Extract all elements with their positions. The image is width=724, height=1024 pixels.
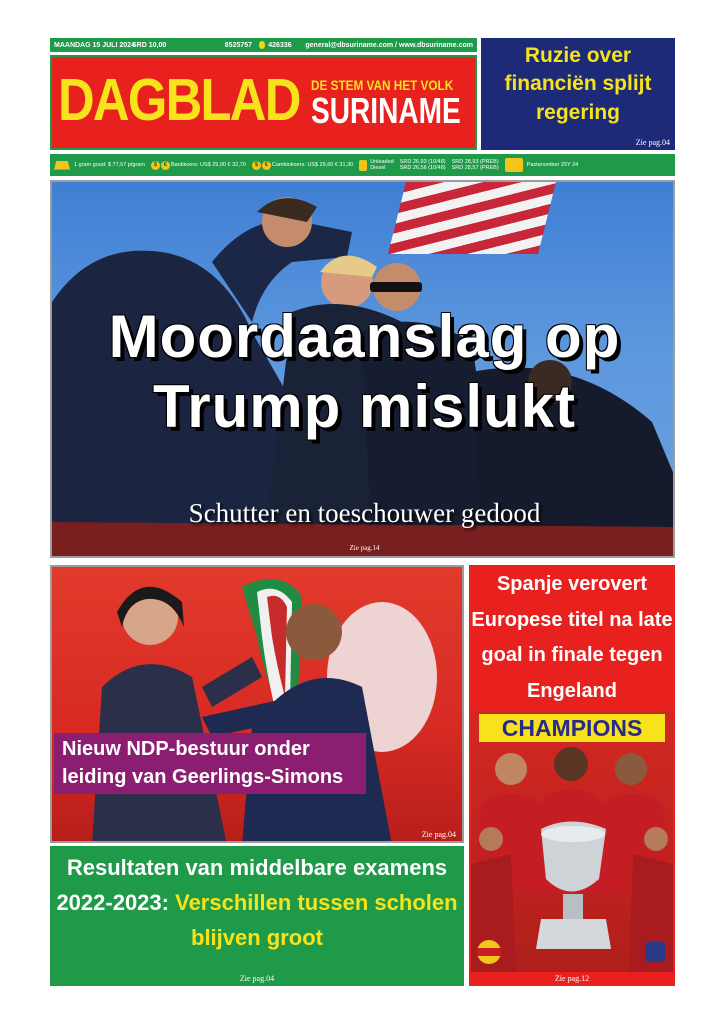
masthead-title: DAGBLAD: [58, 67, 300, 133]
market-ticker: [50, 154, 675, 176]
lottery-icon: [505, 158, 523, 172]
top-story-box[interactable]: [481, 38, 675, 150]
issue-price: SRD 10,00: [132, 41, 167, 49]
lead-story-headline: Moordaanslag op Trump mislukt: [108, 303, 621, 440]
fuel-pump-icon: [359, 160, 367, 171]
phone-icon: [259, 41, 266, 49]
spain-story-box[interactable]: [469, 565, 675, 986]
dollar-coin-icon: $: [252, 161, 261, 170]
masthead-country: SURINAME: [311, 90, 461, 131]
cambio-rate: Cambiokoers: US$ 29,60 € 31,30: [271, 162, 354, 168]
exam-story-headline: Resultaten van middelbare examens 2022-2023: Verschillen tussen scholen blijven groot: [56, 855, 458, 951]
euro-coin-icon: €: [161, 161, 170, 170]
masthead: [50, 55, 477, 150]
lead-story-page-ref: Zie pag.14: [349, 544, 380, 552]
gold-price: 1 gram goud: $ 77,57 p/gram: [74, 162, 145, 168]
masthead-slogan: DE STEM VAN HET VOLK: [311, 77, 454, 93]
sash-ceremony-illustration: [52, 567, 464, 843]
exam-story-box[interactable]: [50, 846, 464, 986]
ndp-story-headline: Nieuw NDP-bestuur onder leiding van Geerlings-Simons: [54, 733, 366, 794]
fuel-prices-2: SRD 28,93 (PREB) SRD 28,57 (PREB): [451, 158, 499, 171]
gold-bar-icon: [54, 161, 70, 170]
top-story-page-ref: Zie pag.04: [635, 138, 670, 147]
fuel-labels: Unleaded Diesel: [370, 158, 394, 171]
contact-info: general@dbsuriname.com / www.dbsuriname.com: [305, 41, 473, 49]
lead-story-photo[interactable]: [50, 180, 675, 558]
spain-story-headline: Spanje verovert Europese titel na late goal in finale tegen Engeland: [471, 573, 673, 702]
top-story-headline: Ruzie over financiën splijt regering: [504, 44, 652, 124]
fuel-prices-1: SRD 26,93 (10/48) SRD 26,56 (10/48): [399, 158, 446, 171]
exam-story-page-ref: Zie pag.04: [239, 974, 275, 983]
phone-number-2: 426336: [268, 41, 292, 49]
spain-story-page-ref: Zie pag.12: [554, 974, 590, 983]
lead-story-subheadline: Schutter en toeschouwer gedood: [188, 498, 541, 528]
champions-banner: CHAMPIONS: [479, 714, 665, 742]
players-with-trophy-illustration: [471, 744, 673, 972]
ndp-story-photo[interactable]: [50, 565, 464, 843]
phone-number-1: 8525757: [224, 41, 253, 49]
lottery-number: Pastanumber 25Y 24: [526, 162, 579, 168]
dollar-coin-icon: $: [151, 161, 160, 170]
issue-date: MAANDAG 15 JULI 2024: [54, 41, 135, 49]
bank-rate: Bankkoers: US$ 29,00 € 32,70: [170, 162, 246, 168]
spain-champions-photo: [471, 710, 673, 972]
top-info-strip: [50, 38, 477, 52]
ndp-story-page-ref: Zie pag.04: [421, 830, 456, 839]
euro-coin-icon: €: [262, 161, 271, 170]
